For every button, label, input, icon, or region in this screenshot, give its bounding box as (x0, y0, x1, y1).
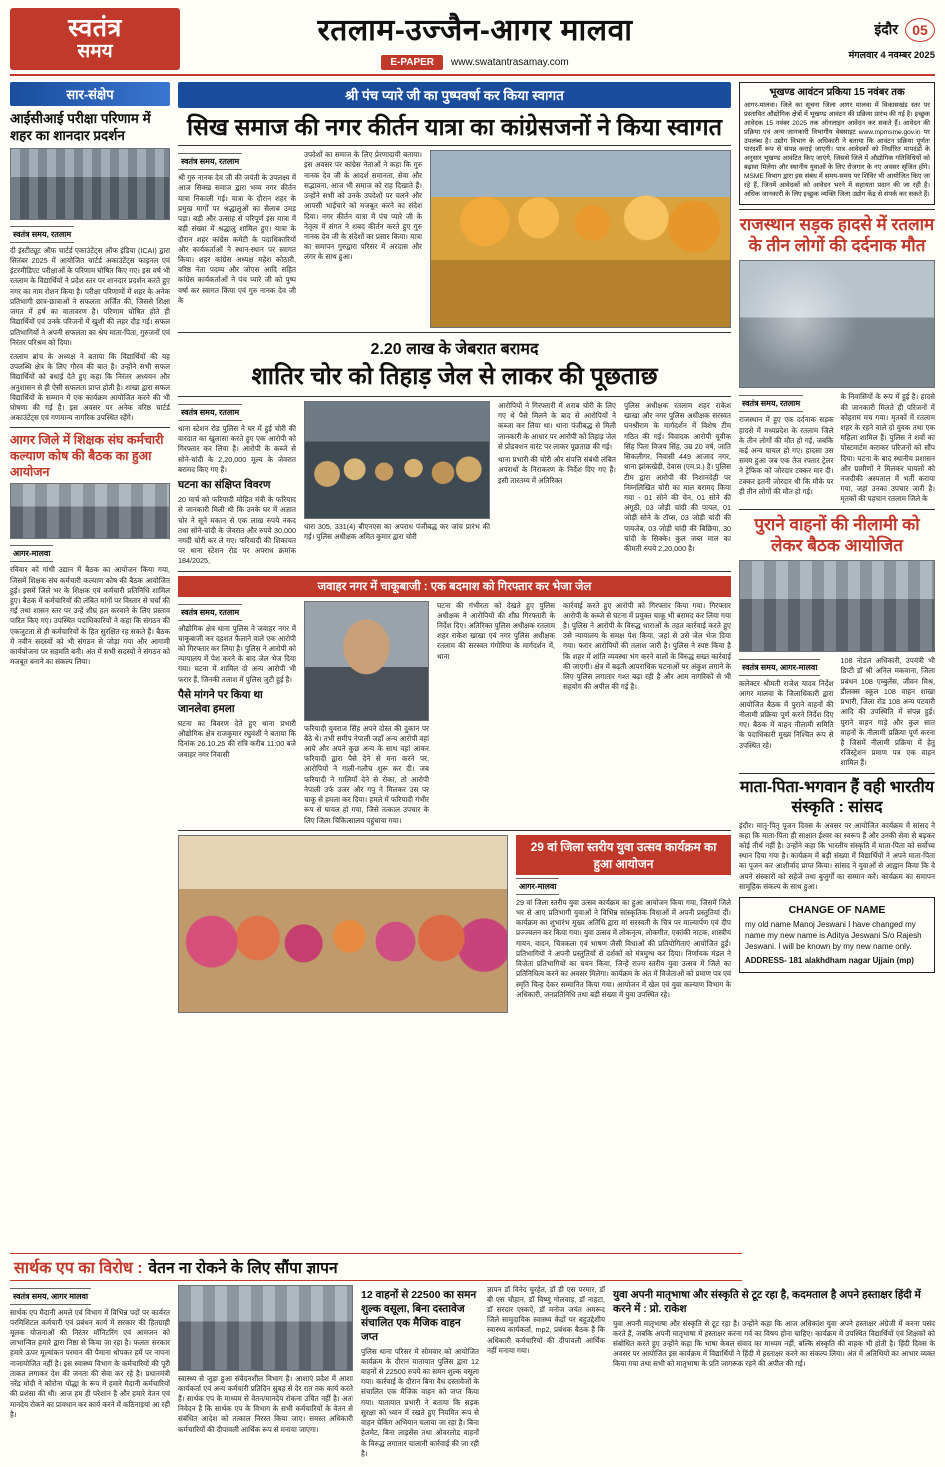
story2-col2b: आरोपियों ने गिरफ्तारी में शराब चोरी के लिए गए थे पैसे मिलने के बाद से आरोपियों ने कब्जा कर लिया था। थाना पंजीबद्ध से मिली जानकारी के आधार पर आरोपी को तिहाड़ जेल से प्रोडक्शन वारंट पर लाकर पूछताछ की गई। (498, 400, 616, 451)
story3-col3: कार्रवाई करते हुए आरोपी को गिरफ्तार किया गया। गिरफ्तार आरोपी के कब्जे से घटना में प्रयुक्त चाकू भी बरामद कर लिया गया है। पुलिस ने आरोपी के विरुद्ध धाराओं के तहत कार्रवाई करते हुए उसे न्यायालय के समक्ष पेश किया, जहां से उसे जेल भेज दिया गया। फरार आरोपियों की तलाश जारी है। पुलिस ने स्पष्ट किया है कि शहर में शांति व्यवस्था भंग करने वालों के विरुद्ध सख्त कार्रवाई की जाएगी। क्षेत्र में बढ़ती आपराधिक घटनाओं पर अंकुश लगाने के लिए पुलिस लगातार गश्त बढ़ा रही है और आम नागरिकों से भी सहयोग की अपील की गई है। (563, 600, 731, 692)
accident-headline: राजस्थान सड़क हादसे में रतलाम के तीन लोगों की दर्दनाक मौत (739, 214, 935, 256)
top-story-body (178, 150, 731, 328)
accident-byline: स्वतंत्र समय, रतलाम (739, 395, 803, 412)
notice-body: आगर-मालवा। जिले का सूचना जिला आगर मालवा में विकासखंड स्तर पर प्रस्तावित औद्योगिक क्षेत्रों में भूखण्ड आवंटन की प्रक्रिया प्रारंभ की गई है। इच्छुक आवेदक 15 नवंबर 2025 तक ऑनलाइन आवेदन कर सकते हैं। आवेदन की प्रक्रिया एवं अन्य जानकारी विभागीय वेबसाइट www.mpmsme.gov.in पर उपलब्ध है। उद्योग विभाग के अधिकारी ने बताया कि आवंटन प्रक्रिया पूर्णतः पारदर्शी रूप से संपन्न कराई जाएगी। पात्र आवेदकों को निर्धारित मापदंडों के अनुसार भूखण्ड आवंटित किए जाएंगे, जिससे जिले में औद्योगिक गतिविधियों को बढ़ावा मिलेगा और स्थानीय युवाओं के लिए रोजगार के नए अवसर सृजित होंगे। MSME विभाग द्वारा इस संबंध में समय-समय पर शिविर भी आयोजित किए जा रहे हैं, जिनमें आवेदकों को आवेदन भरने में सहायता प्रदान की जा रही है। अधिक जानकारी के लिए इच्छुक व्यक्ति जिला उद्योग केंद्र से संपर्क कर सकते हैं। (744, 102, 930, 198)
story2-col1b: 20 मार्च को फरियादी मोहित मंत्री के फरियाद से जानकारी मिली थी कि उनके घर में अज्ञात चोर ने सूने मकान से एक लाख रुपये नकद तथा सोने-चांदी के जेवरात और रुपये 30,000 नगदी चोरी कर ले गए। फरियादी की शिकायत पर थाना स्टेशन रोड पर अपराध क्रमांक 184/2025, (178, 495, 296, 566)
bottom-col3: पुलिस थाना परिसर में सोमवार को आयोजित कार्यक्रम के दौरान यातायात पुलिस द्वारा 12 वाहनों से 22500 रुपये का समन शुल्क वसूला गया। कार्रवाई के दौरान बिना वैध दस्तावेजों के संचालित एक मैजिक वाहन को जप्त किया गया। यातायात प्रभारी ने बताया कि सड़क सुरक्षा को ध्यान में रखते हुए नियमित रूप से वाहन चेकिंग अभियान चलाया जा रहा है। बिना हेलमेट, बिना लाइसेंस तथा ओवरलोड वाहनों के विरुद्ध लगातार चालानी कार्रवाई की जा रही है। (361, 1346, 479, 1458)
industrial-plot-notice (739, 82, 935, 205)
right-divider-3 (739, 773, 935, 774)
story2-col2c: थाना प्रभारी की चोरी और संपत्ति संबंधी लंबित अपराधों के निराकरण के निर्देश दिए गए हैं। इसी तारतम्य में अतिरिक्त (498, 455, 616, 485)
story2-col2: धारा 305, 331(4) बीएनएस का अपराध पंजीबद्ध कर जांच प्रारंभ की गई। पुलिस अधीक्षक अमित कुमार द्वारा चोरी (304, 521, 490, 542)
bottom-band-black-text: वेतन ना रोकने के लिए सौंपा ज्ञापन (148, 1259, 338, 1277)
notice-title: भूखण्ड आवंटन प्रकिया 15 नवंबर तक (769, 87, 905, 98)
story3-body (178, 601, 731, 826)
story2-photo (304, 401, 490, 519)
change-of-name-address: ADDRESS- 181 alakhdham nagar Ujjain (mp) (745, 955, 914, 965)
edition-title: रतलाम-उज्जैन-आगर मालवा (317, 14, 633, 47)
bottom-photo (178, 1285, 353, 1371)
change-of-name-ad (739, 897, 935, 972)
accident-col1: राजस्थान में हुए एक दर्दनाक सड़क हादसे में मध्यप्रदेश के रतलाम जिले के तीन लोगों की मौत हो गई, जबकि कई अन्य घायल हो गए। हादसा उस समय हुआ जब एक तेज रफ्तार ट्रेलर ने ट्रेफिक को जोरदार टक्कर मार दी। टक्कर इतनी जोरदार थी कि मौके पर ही तीन लोगों की मौत हो गई। (739, 415, 834, 496)
top-story-rule (178, 145, 731, 146)
story2-headline: शातिर चोर को तिहाड़ जेल से लाकर की पूछताछ (251, 363, 658, 391)
city-page-row (874, 18, 935, 42)
bottom-col4: ज्ञापन डॉ विनेद चुरहेत, डॉ डी एस परमार, डॉ बी एस चौहान, डॉ विष्णु गोलवाड़, डॉ नाहटा, डॉ सरदार एस्कऐ, डॉ मनोज जयंत अमरूद जिले सामुदायिक स्वास्थ्य केंद्रों पर बहुउद्देशीय स्वास्थ्य कार्यकर्ता, mp2, प्रबंधक बैठक हैं कि अधिकारी कर्मचारियों की दीपावली आर्थिक नहीं मनाया गया। (487, 1284, 605, 1355)
story3-col1: औद्योगिक क्षेत्र थाना पुलिस ने जवाहर नगर में चाकूबाजी कर दहशत फैलाने वाले एक आरोपी को गिरफ्तार कर लिया है। पुलिस ने आरोपी को न्यायालय में पेश करने के बाद जेल भेज दिया गया। घटना में शामिल दो अन्य आरोपी भी फरार हैं, जिनकी तलाश में पुलिस जुटी हुई है। (178, 623, 296, 684)
story2-byline: स्वतंत्र समय, रतलाम (178, 404, 242, 421)
top-story-headline: सिख समाज की नगर कीर्तन यात्रा का कांग्रेसजनों ने किया स्वागत (186, 114, 723, 140)
sidebar-divider-1 (10, 427, 170, 428)
story4-photo (178, 835, 508, 1013)
bottom-byline: स्वतंत्र समय, आगर मालवा (10, 1288, 91, 1305)
top-story-banner: श्री पंच प्यारे जी का पुष्पवर्षा कर किया स्वागत (178, 82, 731, 108)
right-divider-1 (739, 209, 935, 210)
top-story-col1: श्री गुरु नानक देव जी की जयंती के उपलक्ष्य में आज सिक्ख समाज द्वारा भव्य नगर कीर्तन यात्रा निकाली गई। यात्रा के दौरान शहर के प्रमुख मार्गों पर श्रद्धालुओं का सैलाब उमड़ पड़ा। बड़ी और उत्साह से परिपूर्ण इस यात्रा में बड़ी संख्या में श्रद्धालु शामिल हुए। यात्रा के दौरान शहर कांग्रेस कमेटी के पदाधिकारियों और कार्यकर्ताओं ने स्थान-स्थान पर स्वागत किया। शहर कांग्रेस अध्यक्ष महेश कोठारी, वरिष्ठ नेता पदम्य और जोएस आदि सहित कांग्रेस कार्यकर्ताओं ने पंच प्यारे जी को पुष्प वर्षा कर स्वागत किया एवं गुरु नानक देव जी के (178, 173, 296, 305)
mid-divider-1 (178, 332, 731, 333)
auction-col2: 108 नोडल अधिकारी, उपयंत्री भी डिप्टी डॉ श्री अनिल मकवाना, जिला प्रबंधन 108 एम्बुलेंस, जीवन मिश्र, डीलक्स स्कूल 108 वाहन शाखा प्रभारी, जिला रोड 108 अन्य पटवारी आदि की उपस्थिति में संपन्न हुई। पुराने वाहन गाड़े और कुल सात वाहनों के नीलामी प्रक्रिया पूर्ण करना है जिसमें नीलामी प्रक्रिया में हेतु रजिस्ट्रेशन प्रमाण पत्र एक वाहन शामिल हैं। (840, 656, 935, 768)
sidebar-byline-1: स्वतंत्र समय, रतलाम (10, 226, 74, 243)
sidebar-sub-headline: आगर जिले में शिक्षक संघ कर्मचारी कल्याण कोष की बैठक का हुआ आयोजन (10, 433, 164, 479)
story3-photo (304, 601, 429, 721)
top-story-photo (430, 150, 731, 328)
story2-rule (178, 396, 731, 397)
masthead-subline (381, 55, 568, 70)
bottom-col5-head: युवा अपनी मातृभाषा और संस्कृति से टूट रहा है, कदमताल है अपने हस्ताक्षर हिंदी में करने में : प्रो. राकेश (613, 1288, 921, 1315)
auction-byline: स्वतंत्र समय, आगर-मालवा (739, 659, 820, 676)
city-name: इंदौर (874, 21, 898, 37)
story4-body: 29 वां जिला स्तरीय युवा उत्सव कार्यक्रम का हुआ आयोजन किया गया, जिसमें जिले भर से आए प्रतिभागी युवाओं ने विभिन्न सांस्कृतिक विधाओं में अपनी प्रस्तुतियां दीं। कार्यक्रम का शुभारंभ मुख्य अतिथि द्वारा मां सरस्वती के चित्र पर माल्यार्पण एवं दीप प्रज्ज्वलन कर किया गया। युवा उत्सव में लोकनृत्य, लोकगीत, एकांकी नाटक, शास्त्रीय गायन, वादन, चित्रकला एवं भाषण जैसी विधाओं की प्रतियोगिताएं आयोजित हुईं। प्रतिभागियों ने अपनी प्रस्तुतियों से दर्शकों को मंत्रमुग्ध कर दिया। निर्णायक मंडल ने विजेता प्रतिभागियों का चयन किया, जिन्हें राज्य स्तरीय युवा उत्सव में जिले का प्रतिनिधित्व करने का अवसर मिलेगा। कार्यक्रम के अंत में विजेताओं को प्रमाण पत्र एवं स्मृति चिन्ह देकर सम्मानित किया गया। आयोजन में खेल एवं युवा कल्याण विभाग के अधिकारी, जनप्रतिनिधि तथा बड़ी संख्या में युवा उपस्थित रहे। (516, 897, 732, 999)
story3-col2b: घटना की गंभीरता को देखते हुए पुलिस अधीक्षक ने आरोपियों की शीघ्र गिरफ्तारी के निर्देश दिए। अतिरिक्त पुलिस अधीक्षक रतलाम शहर राकेश खाखा एवं नगर पुलिस अधीक्षक रतलाम की सरस्वत गंगोरिया के मार्गदर्शन में, थाना (437, 600, 555, 661)
sidebar-byline-2: आगर-मालवा (10, 545, 53, 562)
main-columns (10, 82, 935, 1013)
story4-byline: आगर-मालवा (516, 878, 559, 895)
page-number: 05 (905, 18, 935, 42)
auction-headline: पुराने वाहनों की नीलामी को लेकर बैठक आयोजित (754, 514, 920, 555)
change-of-name-title: CHANGE OF NAME (788, 904, 886, 917)
accident-photo (739, 260, 935, 388)
masthead-right (770, 8, 935, 70)
story2-subhead: घटना का संक्षिप्त विवरण (178, 479, 271, 492)
newspaper-logo (10, 8, 180, 70)
publication-date: मंगलवार 4 नवम्बर 2025 (848, 49, 935, 61)
story3-col2: फरियादी युवराज सिंह अपने दोस्त की दुकान पर बैठे थे। तभी समीप नेपाली जहाँ अन्य आरोपी वहां आये और अपने कुछ अन्य के साथ वहां आकर फरियादी द्वारा पैसे देने से मना करने पर, आरोपियों ने गाली-गलौच शुरू कर दी। जब फरियादी ने गालियाँ देने से रोका, तो आरोपी नेपाली उर्फ उजर और गपु ने मिलकर उस पर चाकू से हमला कर दिया। हमले में फरियादी गंभीर रूप से घायल हो गया, जिसे तत्काल उपचार के लिए जिला चिकित्सालय पहुंचाया गया। (304, 723, 429, 825)
change-of-name-body: my old name Manoj Jeswani I have changed my name my new name is Aditya Jeswani S/o Rajesh Jeswani. I will be known by my new name only. (745, 920, 922, 951)
story4-title: 29 वां जिला स्तरीय युवा उत्सव कार्यक्रम का हुआ आयोजन (516, 835, 731, 875)
bottom-band-columns (10, 1285, 935, 1459)
story3-col1b: घटना का विवरण देते हुए थाना प्रभारी औद्योगिक क्षेत्र राजकुमार रघुवंशी ने बताया कि दिनांक 26.10.25 की रात्रि करीब 11:00 बजे जवाहर नगर निवासी (178, 718, 296, 759)
story3-subhead: पैसे मांगने पर किया था जानलेवा हमला (178, 688, 263, 715)
accident-col2: के निवासियों के रूप में हुई है। हादसे की जानकारी मिलते ही परिजनों में कोहराम मच गया। मृतकों में रतलाम शहर के रहने वाले दो युवक तथा एक महिला शामिल हैं। पुलिस ने शवों का पोस्टमार्टम कराकर परिजनों को सौंप दिया। घटना के बाद स्थानीय प्रशासन और ग्रामीणों ने मिलकर घायलों को नजदीकी अस्पताल में भर्ती कराया गया, जहां उनका उपचार जारी है। मृतकों की पहचान रतलाम जिले के (840, 392, 935, 504)
story3-byline: स्वतंत्र समय, रतलाम (178, 604, 242, 621)
bottom-col3-head: 12 वाहनों से 22500 का समन शुल्क वसूला, बिना दस्तावेज संचालित एक मैजिक वाहन जप्त (361, 1288, 477, 1343)
left-column (10, 82, 170, 1013)
masthead-center (180, 8, 770, 70)
bottom-band-heading (10, 1253, 742, 1281)
sidebar-body-3: रविवार को गांधी उद्यान में बैठक का आयोजन किया गया, जिसमें शिक्षक संघ कर्मचारी कल्याण कोष की बैठक आयोजित हुई। इसमें जिले भर के शिक्षक एवं कर्मचारी प्रतिनिधि शामिल हुए। बैठक में कर्मचारियों की लंबित मांगों पर विस्तार से चर्चा की गई तथा शासन स्तर पर उन्हें शीघ्र हल करवाने के लिए प्रस्ताव पारित किए गए। उपस्थित पदाधिकारियों ने कहा कि संगठन की एकजुटता से ही कर्मचारियों के हित सुरक्षित रह सकते हैं। बैठक में नवीन सदस्यों को भी संगठन से जोड़ा गया और आगामी कार्ययोजना पर सहमति बनी। अंत में सभी सदस्यों ने संगठन को मजबूत बनाने का संकल्प लिया। (10, 565, 170, 667)
sidebar-lead-headline: आईसीआई परीक्षा परिणाम में शहर का शानदार प्रदर्शन (10, 111, 151, 143)
bottom-col1: सार्थक एप मैदानी अमले एवं विभाग में विभिन्न पदों पर कार्यरत परमिशिटल कर्मचारी एवं प्रबंधन कार्य में सरकार की हितग्राही मूलक योजनाओं की निरंतर मॉनिटरिंग एवं आमजन को लाभान्वित हमारे द्वारा निष्ठा से किया जा रहा है। फलतः सरकार हमारे ऊपर मूल्यांकन परमान की पैमाना थोपकर हमें पर नापना नाजायोजित नहीं है। इस स्वास्थ्य विभाग के कर्मचारियों की पूरी ताकत लगाकर देश की जनता की सेवा कर रहे है। प्रधानमंत्री नरेंद्र मोदी ने कोरोना योद्धा के रूप में हमारे मैदानी कर्मचारियों की प्रशंसा की थी। आज हम ही परेशान है और हमारे वेतन एवं मानदेय रोकने का प्रावधान कर कार्य करने में कठिनाइयां आ रही है। (10, 1307, 170, 1419)
story2-col1: थाना स्टेशन रोड पुलिस ने घर में हुई चोरी की वारदात का खुलासा करते हुए एक आरोपी को गिरफ्तार कर लिया है। आरोपी के कब्जे से सोने-चांदी के 2,20,000 मूल्य के जेवरात बरामद किए गए हैं। (178, 423, 296, 474)
sanskriti-headline: माता-पिता-भगवान हैं वही भारतीय संस्कृति : सांसद (739, 778, 935, 816)
bottom-col2: स्वास्थ्य से जुड़ा हुआ संवेदनशील विभाग है। आशाएं प्रदेश में आशा कार्यकर्ता एवं अन्य कर्मचारी प्रतिदिन सुबह से देर रात तक कार्य करते हैं। सार्थक एप के माध्यम से वेतन/मानदेय रोकना उचित नहीं है। अतः निवेदन है कि सार्थक एप के विभाग के सभी कर्मचारियों के वेतन से संबंधित आदेश को तत्काल निरस्त किया जाए। समस्त अधिकारी कर्मचारियों की दीपावली आर्थिक रूप से मनाया जाएगा। (178, 1373, 353, 1434)
auction-body (739, 656, 935, 768)
story4-block (178, 835, 731, 1013)
story2-kicker: 2.20 लाख के जेबरात बरामद (370, 341, 539, 359)
auction-col1: कलेक्टर श्रीमती राजेश यादव निर्देश आगर मालवा के जिलाधिकारी द्वारा आयोजित बैठक में पुराने वाहनों की नीलामी प्रक्रिया पूर्ण करने निर्देश दिए गए। बैठक में वाहन नीलामी समिति के पदाधिकारी मुख्य निश्चित रूप से उपस्थित रहे। (739, 679, 834, 750)
bottom-band-red-text: सार्थक एप का विरोध : (14, 1259, 143, 1277)
masthead (10, 8, 935, 76)
sidebar-section-title: सार-संक्षेप (10, 82, 170, 106)
middle-column (178, 82, 731, 1013)
sidebar-body-2: रतलाम ब्रांच के अध्यक्ष ने बताया कि विद्यार्थियों की यह उपलब्धि क्षेत्र के लिए गौरव की बात है। उन्होंने सभी सफल विद्यार्थियों को बधाई देते हुए कहा कि निरंतर अध्ययन और अनुशासन से ही ऐसी सफलता प्राप्त होती है। शाखा द्वारा सफल विद्यार्थियों के सम्मान में एक कार्यक्रम आयोजित करने की भी घोषणा की गई है। इस अवसर पर अनेक वरिष्ठ चार्टर्ड अकाउंटेंट्स एवं गणमान्य नागरिक उपस्थित रहेंगे। (10, 351, 170, 423)
sidebar-photo-1 (10, 148, 170, 220)
right-column (739, 82, 935, 1013)
epaper-badge[interactable]: E-PAPER (381, 55, 443, 70)
sidebar-photo-2 (10, 483, 170, 539)
accident-body (739, 392, 935, 504)
sanskriti-body: इंदौर। मातृ-पितृ पूजन दिवस के अवसर पर आयोजित कार्यक्रम में सांसद ने कहा कि माता-पिता ही साक्षात ईश्वर का स्वरूप हैं और उनकी सेवा से बढ़कर कोई तीर्थ नहीं है। उन्होंने कहा कि भारतीय संस्कृति में माता-पिता को सर्वोच्च स्थान दिया गया है। कार्यक्रम में बड़ी संख्या में विद्यार्थियों ने अपने माता-पिता का पूजन कर आशीर्वाद प्राप्त किया। सांसद ने युवाओं से आह्वान किया कि वे अपने संस्कारों को सहेजें तथा बुजुर्गों का सम्मान करें। कार्यक्रम का समापन सामूहिक संकल्प के साथ हुआ। (739, 820, 935, 891)
logo-bottom-text: समय (77, 40, 113, 62)
auction-photo (739, 560, 935, 652)
story3-band: जवाहर नगर में चाकूबाजी : एक बदमाश को गिरफ्तार कर भेजा जेल (178, 576, 731, 597)
bottom-col5: युवा अपनी मातृभाषा और संस्कृति से टूट रहा है। उन्होंने कहा कि आज अधिकांश युवा अपने हस्ताक्षर अंग्रेजी में करना पसंद करते हैं, जबकि अपनी मातृभाषा में हस्ताक्षर करना गर्व का विषय होना चाहिए। कार्यक्रम में उपस्थित विद्यार्थियों एवं शिक्षकों को संबोधित करते हुए उन्होंने कहा कि भाषा केवल संवाद का माध्यम नहीं, बल्कि संस्कृति की वाहक भी होती है। हिंदी दिवस के अवसर पर आयोजित इस कार्यक्रम में विद्यार्थियों ने हिंदी में हस्ताक्षर करने का संकल्प लिया। अंत में अतिथियों का आभार व्यक्त किया गया तथा सभी को मातृभाषा के प्रति जागरूक रहने की अपील की गई। (613, 1318, 935, 1369)
story2-col3: पुलिस अधीक्षक रतलाम शहर राकेश खाखा और नगर पुलिस अधीक्षक सरस्वत घनश्रीराम के मार्गदर्शन में विशेष टीम गठित की गई। विवादक आरोपी यूवीक सिंह पिता विजय सिंह, उम्र 20 वर्ष, जाति सिकलीगर, निवासी 449 आजाद नगर, थाना झांकखेड़ी, देवास (एम.प्र.) है। पुलिस टीम द्वारा आरोपी की निशानदेही पर निम्नलिखित चोरी का माल बरामद किया गया - 01 सोने की चेन, 01 सोने की अंगूठी, 03 जोड़ी चांदी की पायल, 01 जोड़ी सोने के टॉप्स, 03 जोड़ी चांदी की पायजेब, 03 जोड़ी चांदी की बिछिया, 30 चांदी के सिक्के। कुल जब्त माल का कीमती रुपये 2,20,000 है। (624, 400, 731, 554)
sidebar-body-1: दी इंस्टीट्यूट ऑफ चार्टर्ड एकाउंटेंट्स ऑफ इंडिया (ICAI) द्वारा सितंबर 2025 में आयोजित चार्टर्ड अकाउंटेंट्स फाइनल एवं इंटरमीडिएट परीक्षाओं के परिणाम घोषित किए गए। इस वर्ष भी रतलाम के विद्यार्थियों ने प्रदेश स्तर पर शानदार प्रदर्शन करते हुए नगर का नाम रोशन किया है। परीक्षा परिणामों में शहर के अनेक प्रतिभागी छात्र-छात्राओं ने सफलता अर्जित की, जिससे शिक्षा जगत में हर्ष का वातावरण है। परिणाम घोषित होते ही विद्यार्थियों एवं उनके परिजनों में खुशी की लहर दौड़ गई। सफल प्रतिभागियों ने अपनी सफलता का श्रेय माता-पिता, गुरुजनों एवं निरंतर परिश्रम को दिया। (10, 245, 170, 347)
bottom-section (10, 1253, 935, 1459)
top-story-col2: उपदेशों का समाज के लिए प्रेरणादायी बताया। इस अवसर पर कांग्रेस नेताओं ने कहा कि गुरु नानक देव जी के आदर्श समानता, सेवा और सद्भावना, आज भी समाज को राह दिखाते हैं। उन्होंने सभी को उनके उपदेशों पर चलने और आपसी भाईचारे को मजबूत करने का संदेश दिया। नगर कीर्तन यात्रा में पंच प्यारे जी के नेतृत्व में संगत ने शबद कीर्तन करते हुए गुरु नानक देव जी के संदेशों का प्रसार किया। यात्रा का समापन गुरुद्वारा परिसर में अरदास और लंगर के साथ हुआ। (304, 150, 422, 262)
logo-top-text: स्वतंत्र (68, 13, 122, 42)
top-story-byline: स्वतंत्र समय, रतलाम (178, 153, 242, 170)
website-url[interactable]: www.swatantrasamay.com (451, 57, 569, 68)
mid-divider-2 (178, 571, 731, 572)
mid-divider-3 (178, 830, 731, 831)
story2-body (178, 401, 731, 567)
right-divider-2 (739, 509, 935, 510)
